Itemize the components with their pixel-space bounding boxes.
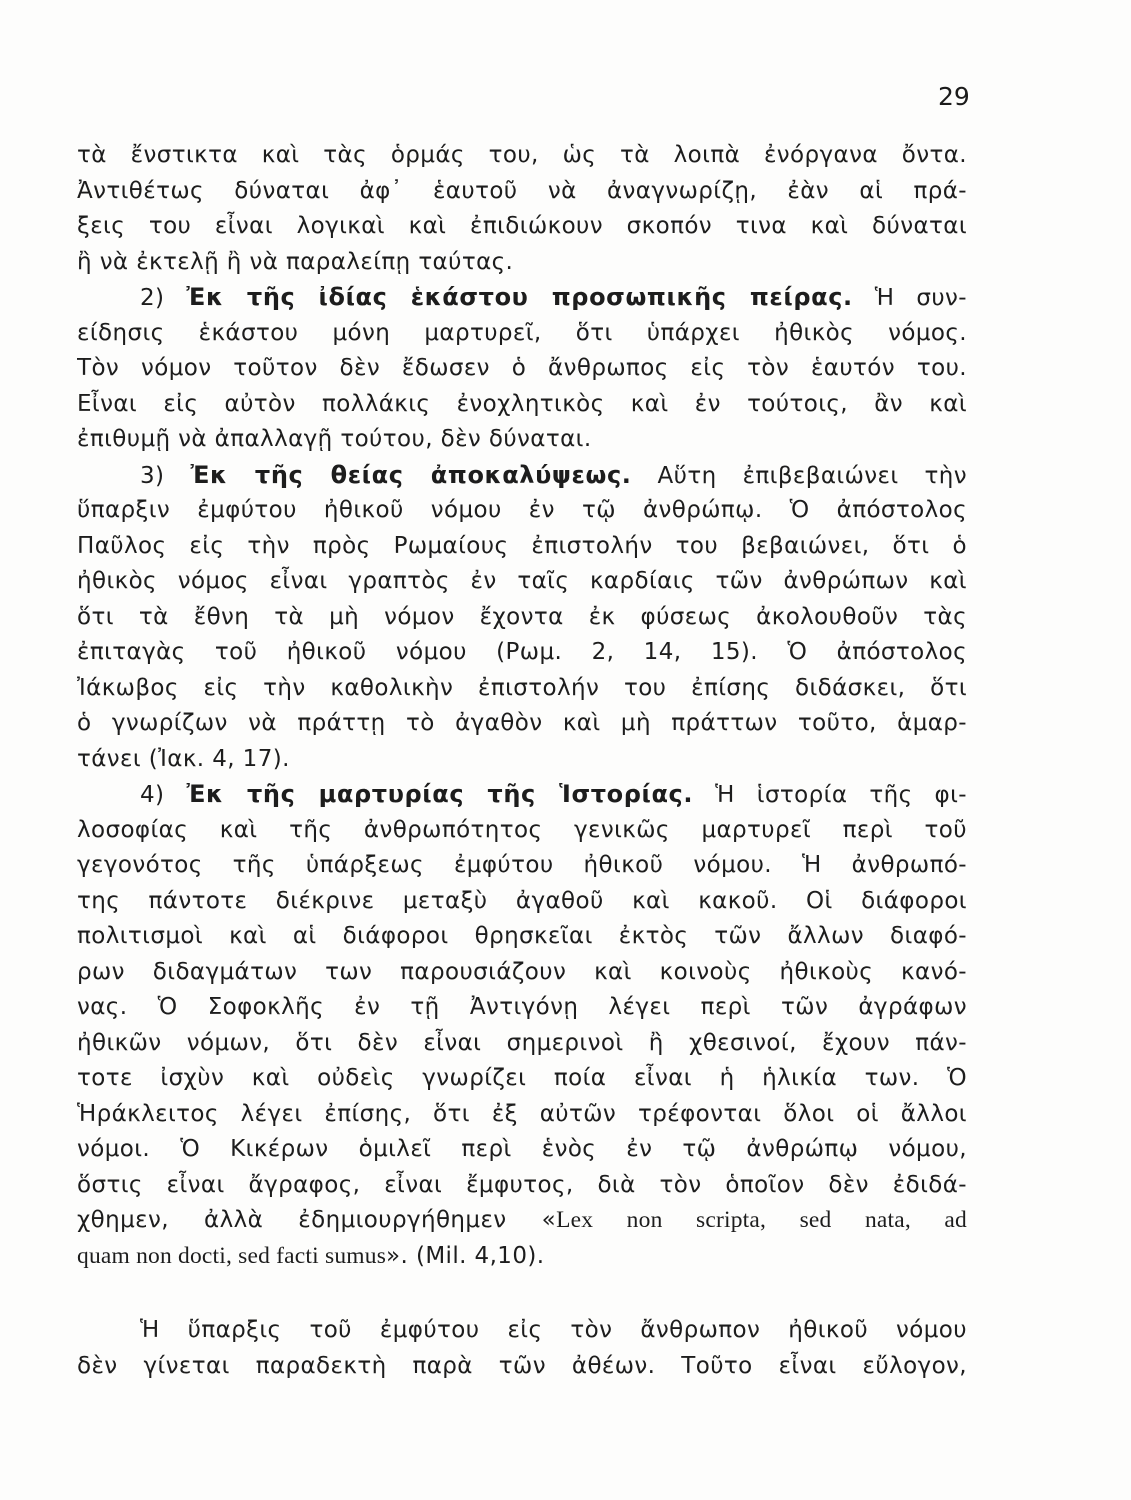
text-line: Ἀντιθέτως δύναται ἀφ᾽ ἑαυτοῦ νὰ ἀναγνωρίζῃ, ἐὰν αἱ πρά- bbox=[77, 177, 967, 204]
section-heading: Ἐκ τῆς μαρτυρίας τῆς Ἱστορίας. bbox=[186, 780, 694, 808]
text-line: τὰ ἔνστικτα καὶ τὰς ὁρμάς του, ὡς τὰ λοιπὰ ἐνόργανα ὄντα. bbox=[77, 142, 967, 168]
text-line: ἢ νὰ ἐκτελῇ ἢ νὰ παραλείπῃ ταύτας. bbox=[77, 248, 514, 275]
text-line: ἠθικῶν νόμων, ὅτι δὲν εἶναι σημερινοὶ ἢ χθεσινοί, ἔχουν πάν- bbox=[77, 1029, 967, 1056]
section-heading-line bbox=[77, 280, 967, 316]
text-line: νας. Ὁ Σοφοκλῆς ἐν τῇ Ἀντιγόνῃ λέγει περὶ τῶν ἀγράφων bbox=[77, 994, 967, 1020]
section-divine-revelation bbox=[77, 458, 967, 778]
paragraph-gap bbox=[77, 1274, 967, 1313]
text-line: ὅτι τὰ ἔθνη τὰ μὴ νόμον ἔχοντα ἐκ φύσεως ἀκολουθοῦν τὰς bbox=[77, 603, 967, 630]
text-line: πολιτισμοὶ καὶ αἱ διάφοροι θρησκεῖαι ἐκτὸς τῶν ἄλλων διαφό- bbox=[77, 923, 967, 949]
text-line: ρων διδαγμάτων των παρουσιάζουν καὶ κοινοὺς ἠθικοὺς κανό- bbox=[77, 958, 967, 985]
text-line: ἐπιθυμῇ νὰ ἀπαλλαγῇ τούτου, δὲν δύναται. bbox=[77, 426, 592, 452]
text-run: ». (Mil. 4,10). bbox=[386, 1242, 545, 1269]
section-heading-line bbox=[77, 458, 967, 494]
text-line: δὲν γίνεται παραδεκτὴ παρὰ τῶν ἀθέων. Τοῦτο εἶναι εὔλογον, bbox=[77, 1352, 967, 1379]
text-line: Ἡ ὕπαρξις τοῦ ἐμφύτου εἰς τὸν ἄνθρωπον ἠθικοῦ νόμου bbox=[140, 1317, 967, 1343]
text-line: είδησις ἑκάστου μόνη μαρτυρεῖ, ὅτι ὑπάρχει ἠθικὸς νόμος. bbox=[77, 319, 967, 346]
text-line: τοτε ἰσχὺν καὶ οὐδεὶς γνωρίζει ποία εἶναι ἡ ἡλικία των. Ὁ bbox=[77, 1065, 967, 1091]
paragraph-intro bbox=[77, 138, 967, 280]
section-heading-line bbox=[77, 777, 967, 813]
text-line: της πάντοτε διέκρινε μεταξὺ ἀγαθοῦ καὶ κακοῦ. Οἱ διάφοροι bbox=[77, 887, 967, 914]
text-line: ὁ γνωρίζων νὰ πράττῃ τὸ ἀγαθὸν καὶ μὴ πράττων τοῦτο, ἁμαρ- bbox=[77, 710, 967, 736]
section-number: 3) bbox=[140, 462, 165, 489]
page-body bbox=[77, 138, 967, 1384]
section-history-testimony bbox=[77, 777, 967, 1274]
text-line: Παῦλος εἰς τὴν πρὸς Ρωμαίους ἐπιστολήν του βεβαιώνει, ὅτι ὁ bbox=[77, 532, 967, 559]
text-line: γεγονότος τῆς ὑπάρξεως ἐμφύτου ἠθικοῦ νόμου. Ἡ ἀνθρωπό- bbox=[77, 852, 967, 878]
section-number: 2) bbox=[140, 285, 165, 311]
text-run: Αὕτη ἐπιβεβαιώνει τὴν bbox=[657, 462, 967, 489]
text-line: ἐπιταγὰς τοῦ ἠθικοῦ νόμου (Ρωμ. 2, 14, 15). Ὁ ἀπόστολος bbox=[77, 639, 967, 665]
page-number: 29 bbox=[938, 82, 970, 111]
text-line bbox=[77, 1239, 967, 1275]
text-run: Ἡ συν- bbox=[874, 285, 967, 311]
text-line: Εἶναι εἰς αὐτὸν πολλάκις ἐνοχλητικὸς καὶ ἐν τούτοις, ἂν καὶ bbox=[77, 390, 967, 417]
section-heading: Ἐκ τῆς ἰδίας ἑκάστου προσωπικῆς πείρας. bbox=[186, 283, 853, 311]
text-line: ξεις του εἶναι λογικαὶ καὶ ἐπιδιώκουν σκοπόν τινα καὶ δύναται bbox=[77, 213, 967, 239]
section-heading: Ἐκ τῆς θείας ἀποκαλύψεως. bbox=[190, 460, 632, 489]
text-line: Ἡράκλειτος λέγει ἐπίσης, ὅτι ἐξ αὐτῶν τρέφονται ὅλοι οἱ ἄλλοι bbox=[77, 1100, 967, 1127]
text-run: Ἡ ἱστορία τῆς φι- bbox=[715, 782, 967, 808]
latin-quote: Lex non scripta, sed nata, ad bbox=[556, 1207, 967, 1233]
text-line: λοσοφίας καὶ τῆς ἀνθρωπότητος γενικῶς μαρτυρεῖ περὶ τοῦ bbox=[77, 816, 967, 843]
section-number: 4) bbox=[140, 782, 165, 808]
text-line bbox=[77, 1203, 967, 1239]
section-personal-experience bbox=[77, 280, 967, 458]
text-line: ὕπαρξιν ἐμφύτου ἠθικοῦ νόμου ἐν τῷ ἀνθρώπῳ. Ὁ ἀπόστολος bbox=[77, 497, 967, 523]
text-line: Ἰάκωβος εἰς τὴν καθολικὴν ἐπιστολήν του ἐπίσης διδάσκει, ὅτι bbox=[77, 674, 967, 701]
paragraph-closing bbox=[77, 1313, 967, 1384]
text-line: ἠθικὸς νόμος εἶναι γραπτὸς ἐν ταῖς καρδίαις τῶν ἀνθρώπων καὶ bbox=[77, 568, 967, 594]
text-run: χθημεν, ἀλλὰ ἐδημιουργήθημεν « bbox=[77, 1207, 557, 1233]
latin-quote: quam non docti, sed facti sumus bbox=[77, 1242, 387, 1269]
text-line: νόμοι. Ὁ Κικέρων ὁμιλεῖ περὶ ἑνὸς ἐν τῷ ἀνθρώπῳ νόμου, bbox=[77, 1136, 967, 1162]
text-line: ὅστις εἶναι ἄγραφος, εἶναι ἔμφυτος, διὰ τὸν ὁποῖον δὲν ἐδιδά- bbox=[77, 1171, 967, 1198]
text-line: Τὸν νόμον τοῦτον δὲν ἔδωσεν ὁ ἄνθρωπος εἰς τὸν ἑαυτόν του. bbox=[77, 355, 967, 381]
text-line: τάνει (Ἰακ. 4, 17). bbox=[77, 745, 290, 772]
